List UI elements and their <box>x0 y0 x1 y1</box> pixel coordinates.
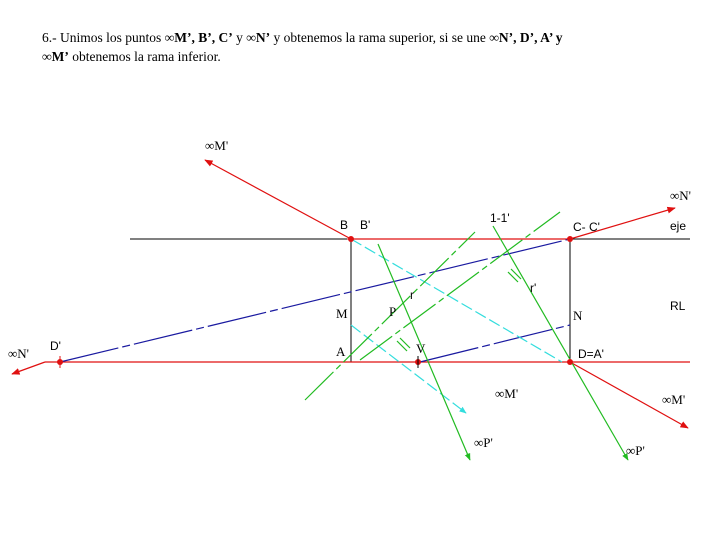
caption-line1-c: y <box>232 30 247 45</box>
label-p: P <box>389 304 397 319</box>
label-inf-n-right: ∞N' <box>670 188 691 203</box>
label-inf-p-right: ∞P' <box>626 443 645 458</box>
tick-lower-1 <box>397 341 407 351</box>
point-c <box>567 236 573 242</box>
caption-line1-a: 6.- Unimos los puntos <box>42 30 165 45</box>
point-v <box>415 356 421 368</box>
label-eje: eje <box>670 219 687 233</box>
tick-upper-2 <box>511 269 521 279</box>
label-one: 1-1' <box>490 211 510 225</box>
green-line-2 <box>493 226 628 460</box>
label-v: V <box>416 341 426 356</box>
tick-lower-2 <box>400 338 410 348</box>
label-inf-m-right: ∞M' <box>662 392 686 407</box>
caption-line2-b: obtenemos la rama inferior. <box>68 49 221 64</box>
label-rl: RL <box>670 299 686 313</box>
red-branch-b <box>205 160 351 239</box>
label-b-prime: B' <box>360 218 371 232</box>
caption-line2-a: ∞M’ <box>42 49 69 64</box>
label-n: N <box>573 308 583 323</box>
label-r: r <box>410 288 414 302</box>
blue-line-vn <box>420 325 570 362</box>
tick-upper-1 <box>508 272 518 282</box>
label-a: A <box>336 344 346 359</box>
label-inf-n-left: ∞N' <box>8 346 29 361</box>
caption-line1-d: ∞N’ <box>246 30 271 45</box>
point-a-prime <box>567 359 573 365</box>
caption-line1-b: ∞M’, B’, C’ <box>164 30 233 45</box>
rl-arrow-left <box>12 362 45 374</box>
caption-line1-e: y obtenemos la rama superior, si se une <box>270 30 490 45</box>
label-d-prime: D' <box>50 339 61 353</box>
label-c-c: C- C' <box>573 220 600 234</box>
label-inf-p-mid: ∞P' <box>474 435 493 450</box>
label-inf-m-top: ∞M' <box>205 138 229 153</box>
label-r-prime: r' <box>530 281 537 295</box>
label-m: M <box>336 306 348 321</box>
label-inf-m-mid: ∞M' <box>495 386 519 401</box>
label-b: B <box>340 218 349 232</box>
caption-line1-f: ∞N’, D’, A’ y <box>489 30 563 45</box>
blue-line-dc <box>60 239 570 362</box>
label-d-a: D=A' <box>578 347 604 361</box>
point-d-prime <box>57 356 63 368</box>
